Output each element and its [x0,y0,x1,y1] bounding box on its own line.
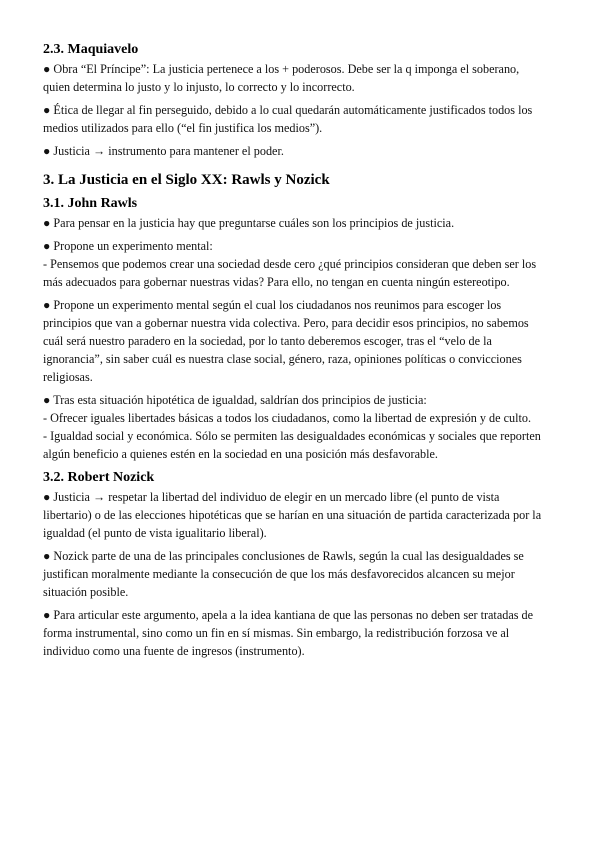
paragraph: ● Tras esta situación hipotética de igualdad, saldrían dos principios de justicia: [43,393,427,407]
paragraph: ● Para pensar en la justicia hay que preguntarse cuáles son los principios de justicia. [43,216,455,230]
section-heading-nozick: 3.2. Robert Nozick [43,470,155,485]
section-heading-rawls: 3.1. John Rawls [43,196,138,211]
paragraph: ● Ética de llegar al fin perseguido, debido a lo cual quedarán automáticamente justificados todos los medios utilizados para ello (“el fin justifica los medios”). [43,103,533,135]
paragraph: - Pensemos que podemos crear una sociedad desde cero ¿qué principios consideran que deben ser los más adecuados para gobernar nuestras vidas? Para ello, no tengan en cuenta ningún estereotipo. [43,257,537,289]
paragraph: - Igualdad social y económica. Sólo se permiten las desigualdades económicas y sociales que reporten algún beneficio a quienes estén en la sociedad en una posición más desfavorable. [43,429,541,461]
paragraph: ● Justicia → instrumento para mantener el poder. [43,144,284,158]
paragraph: ● Propone un experimento mental según el cual los ciudadanos nos reunimos para escoger los principios que van a gobernar nuestra vida colectiva. Pero, para decidir esos principios, no sabemos cuál será nuestro paradero en la sociedad, por lo tanto deberemos escoger, tras el “velo de la ignorancia”, sin saber cuál es nuestra clase social, género, raza, opiniones políticas o convicciones religiosas. [43,298,529,384]
section-heading-siglo-xx: 3. La Justicia en el Siglo XX: Rawls y Nozick [43,172,330,188]
paragraph: ● Para articular este argumento, apela a la idea kantiana de que las personas no deben ser tratadas de forma instrumental, sino como un fin en sí mismas. Sin embargo, la redistribución forzosa ve al individuo como una fuente de ingresos (instrumento). [43,608,534,658]
paragraph: ● Propone un experimento mental: [43,239,213,253]
paragraph: ● Justicia → respetar la libertad del individuo de elegir en un mercado libre (el punto de vista libertario) o de las elecciones hipotéticas que se harían en una situación de partida caracterizada por la igualdad (el punto de vista igualitario liberal). [43,490,542,540]
paragraph: ● Nozick parte de una de las principales conclusiones de Rawls, según la cual las desigualdades se justifican moralmente mediante la consecución de que los más desfavorecidos alcancen su mejor situación posible. [43,549,524,599]
section-heading-maquiavelo: 2.3. Maquiavelo [43,42,139,57]
paragraph: - Ofrecer iguales libertades básicas a todos los ciudadanos, como la libertad de expresión y de culto. [43,411,532,425]
paragraph: ● Obra “El Príncipe”: La justicia pertenece a los + poderosos. Debe ser la q imponga el soberano, quien determina lo justo y lo injusto, lo correcto y lo incorrecto. [43,62,520,94]
